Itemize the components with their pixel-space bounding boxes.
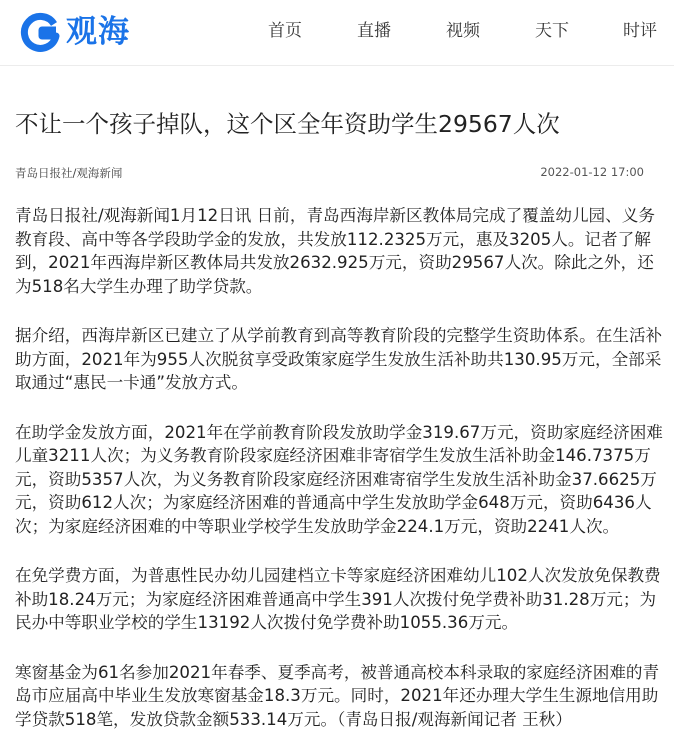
article-paragraph: 据介绍，西海岸新区已建立了从学前教育到高等教育阶段的完整学生资助体系。在生活补助方面，2021年为955人次脱贫享受政策家庭学生发放生活补助共130.95万元，全部采取通过“惠民一卡通”发放方式。 xyxy=(15,326,663,392)
article-timestamp: 2022-01-12 17:00 xyxy=(540,165,644,179)
nav-item-live[interactable]: 直播 xyxy=(357,21,391,41)
nav-item-video[interactable]: 视频 xyxy=(446,21,480,41)
logo-g-icon xyxy=(18,10,62,54)
article-paragraph: 寒窗基金为61名参加2021年春季、夏季高考，被普通高校本科录取的家庭经济困难的青岛市应届高中毕业生发放寒窗基金18.3万元。同时，2021年还办理大学生生源地信用助学贷款518笔，发放贷款金额533.14万元。（青岛日报/观海新闻记者 王秋） xyxy=(15,662,660,729)
site-header xyxy=(0,0,674,66)
nav-item-world[interactable]: 天下 xyxy=(535,21,569,41)
nav-item-home[interactable]: 首页 xyxy=(268,21,302,41)
logo-text: 观海 xyxy=(66,14,130,50)
article-paragraph: 青岛日报社/观海新闻1月12日讯 日前，青岛西海岸新区教体局完成了覆盖幼儿园、义务教育段、高中等各学段助学金的发放，共发放112.2325万元，惠及3205人。记者了解到，2021年西海岸新区教体局共发放2632.925万元，资助29567人次。除此之外，还为518名大学生办理了助学贷款。 xyxy=(15,206,655,296)
article-paragraph: 在免学费方面，为普惠性民办幼儿园建档立卡等家庭经济困难幼儿102人次发放免保教费补助18.24万元；为家庭经济困难普通高中学生391人次拨付免学费补助31.28万元；为民办中等职业学校的学生13192人次拨付免学费补助1055.36万元。 xyxy=(15,566,661,632)
nav-item-commentary[interactable]: 时评 xyxy=(623,21,657,41)
article-paragraph: 在助学金发放方面，2021年在学前教育阶段发放助学金319.67万元，资助家庭经济困难儿童3211人次；为义务教育阶段家庭经济困难非寄宿学生发放生活补助金146.7375万元，资助5357人次，为义务教育阶段家庭经济困难寄宿学生发放生活补助金37.6625万元，资助612人次；为家庭经济困难的普通高中学生发放助学金648万元，资助6436人次；为家庭经济困难的中等职业学校学生发放助学金224.1万元，资助2241人次。 xyxy=(15,422,663,536)
article-source: 青岛日报社/观海新闻 xyxy=(15,166,123,180)
article-body xyxy=(15,204,665,738)
article-title: 不让一个孩子掉队，这个区全年资助学生29567人次 xyxy=(15,110,560,138)
site-logo[interactable] xyxy=(18,10,130,54)
